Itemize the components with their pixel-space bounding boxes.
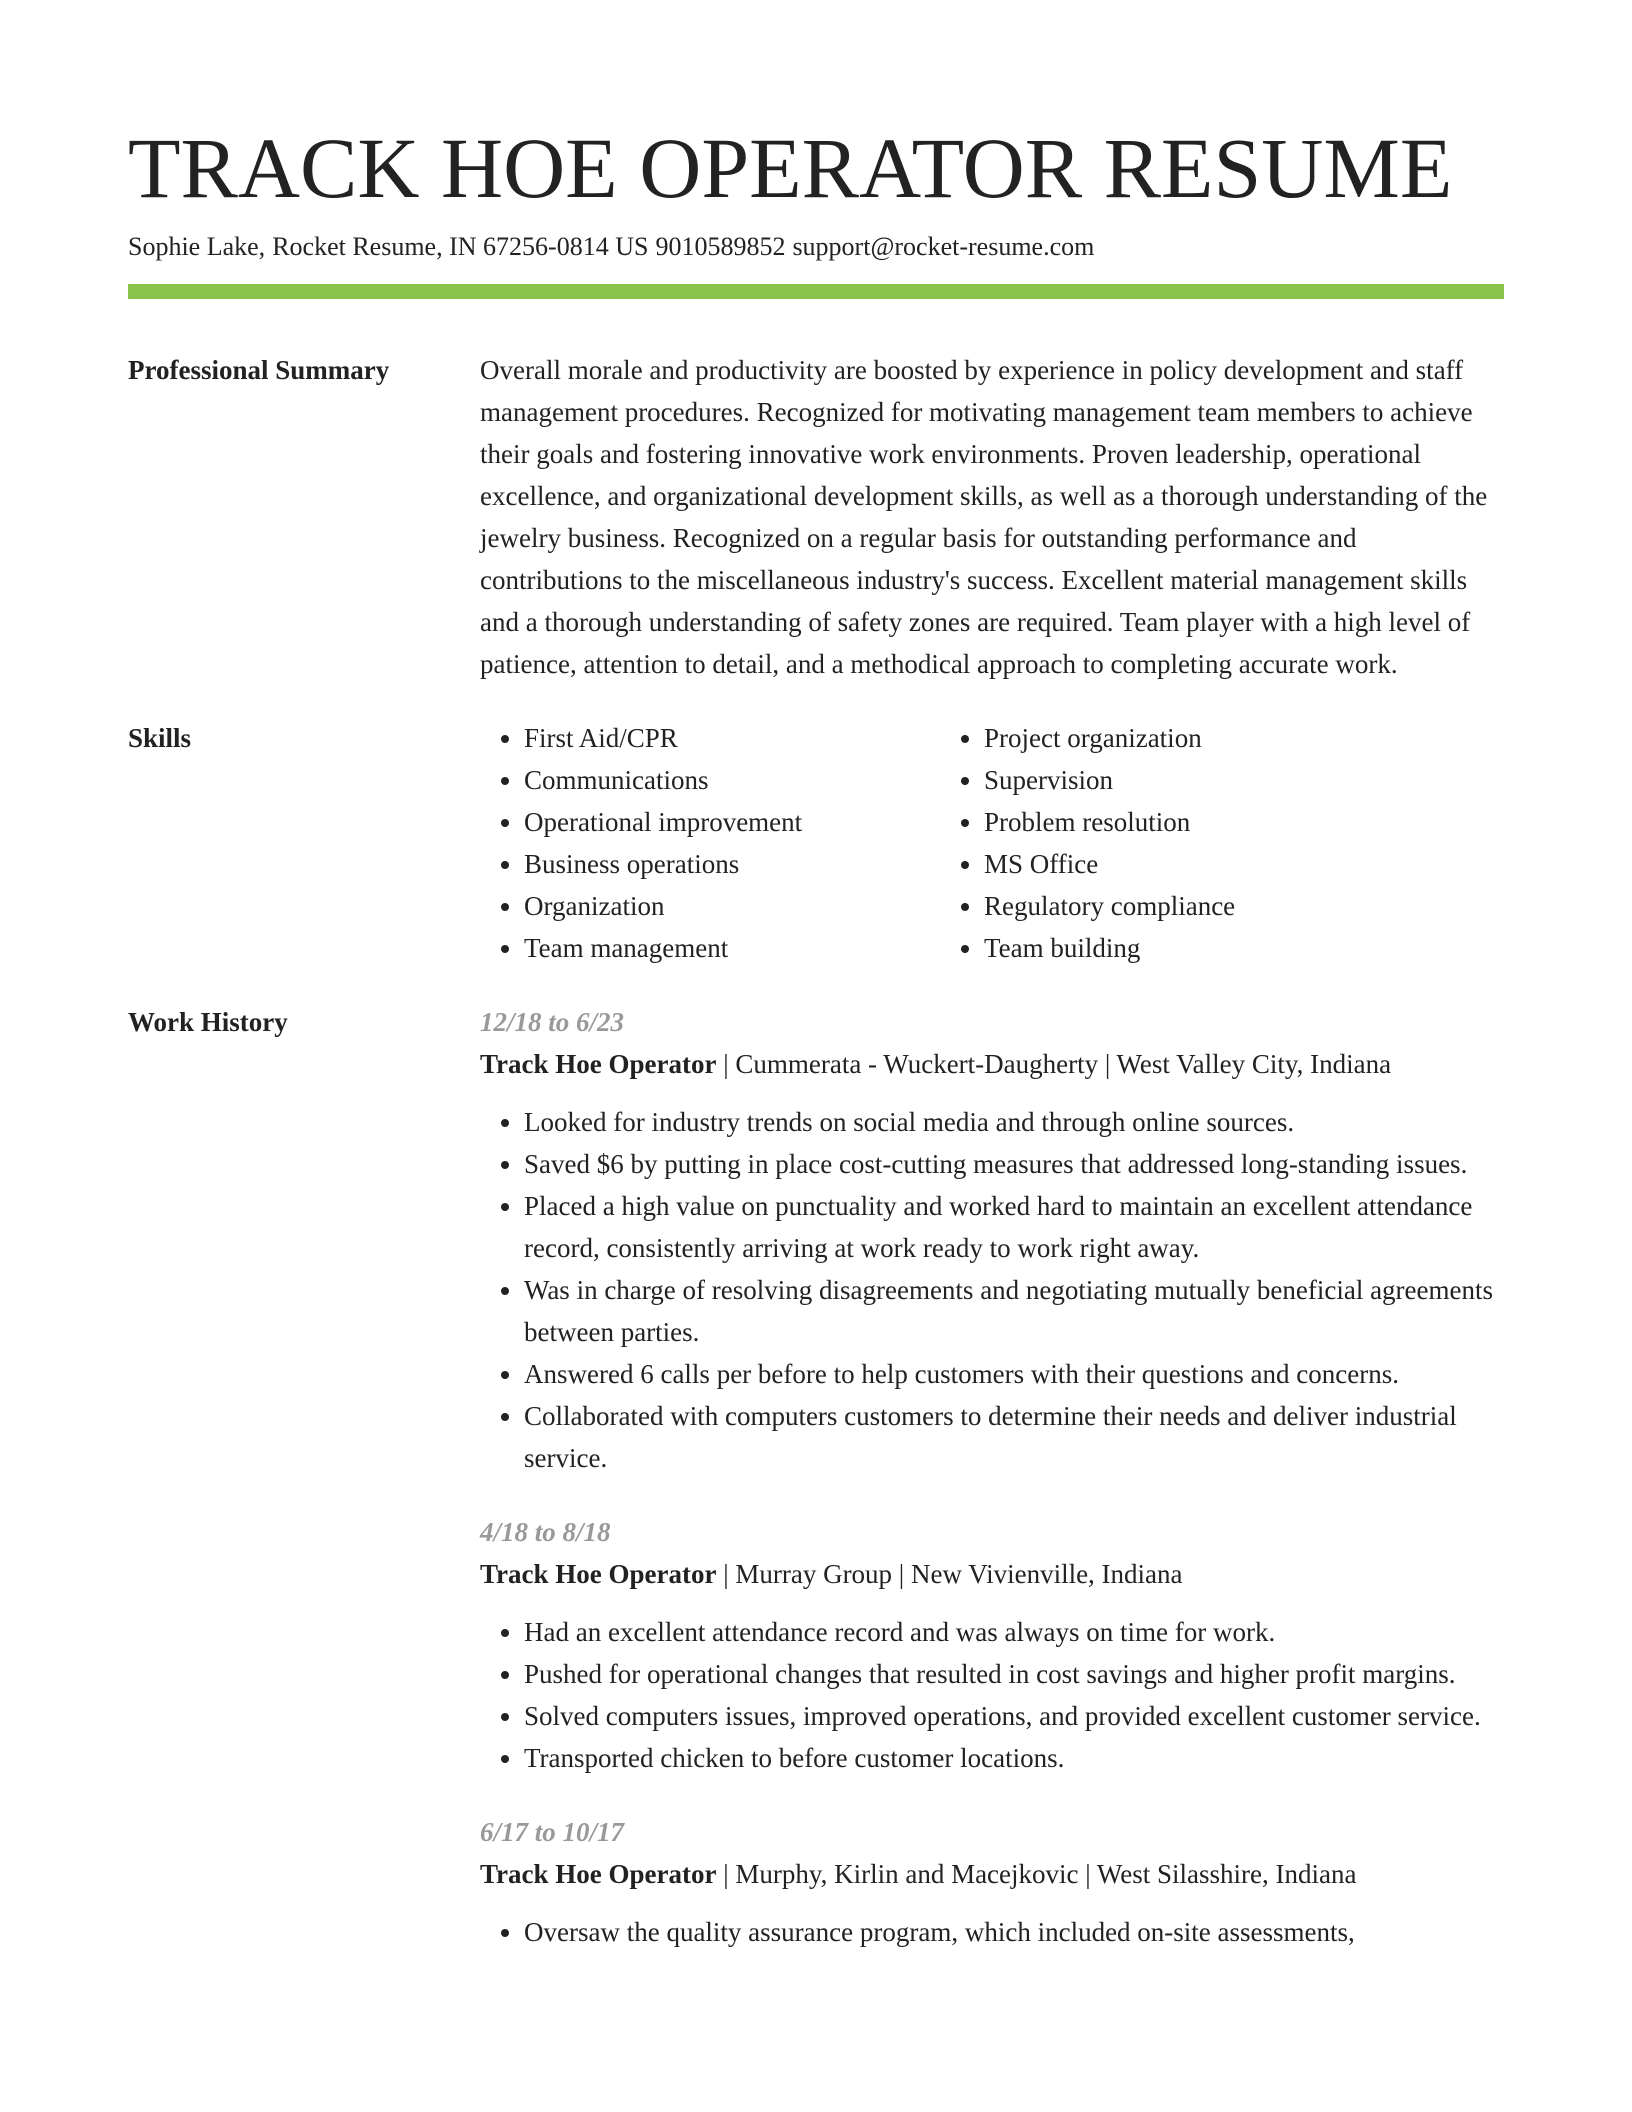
skill-item: • MS Office [984,843,1440,885]
job-entry [480,1811,1504,1953]
contact-line [128,230,1504,264]
job-employer-location: | Murphy, Kirlin and Macejkovic | West Silasshire, Indiana [716,1859,1357,1889]
job-bullet: • Looked for industry trends on social media and through online sources. [524,1101,1504,1143]
summary-heading: Professional Summary [128,355,390,385]
job-bullet: • Had an excellent attendance record and was always on time for work. [524,1611,1504,1653]
skill-item: • Team management [524,927,940,969]
skill-item: • Regulatory compliance [984,885,1440,927]
contact-name: Sophie Lake, [128,232,266,261]
job-header [480,1553,1504,1595]
header-divider [128,284,1504,299]
skill-item: • Supervision [984,759,1440,801]
job-header [480,1853,1504,1895]
job-bullet: • Saved $6 by putting in place cost-cutting measures that addressed long-standing issues. [524,1143,1504,1185]
job-bullet: • Placed a high value on punctuality and worked hard to maintain an excellent attendance record, consistently arriving at work ready to work right away. [524,1185,1504,1269]
job-bullets [480,1101,1504,1479]
contact-address: Rocket Resume, IN 67256-0814 US [272,232,649,261]
contact-email: support@rocket-resume.com [792,232,1095,261]
skills-list-right [940,717,1440,969]
job-bullets [480,1911,1504,1953]
summary-text: Overall morale and productivity are boosted by experience in policy development and staff management procedures. Recognized for motivating management team members to achieve their goals and fostering innovative work environments. Proven leadership, operational excellence, and organizational development skills, as well as a thorough understanding of the jewelry business. Recognized on a regular basis for outstanding performance and contributions to the miscellaneous industry's success. Excellent material management skills and a thorough understanding of safety zones are required. Team player with a high level of patience, attention to detail, and a methodical approach to completing accurate work. [480,355,1488,679]
job-bullet: • Pushed for operational changes that resulted in cost savings and higher profit margins. [524,1653,1504,1695]
job-bullet: • Oversaw the quality assurance program, which included on-site assessments, [524,1911,1504,1953]
job-dates: 12/18 to 6/23 [480,1007,625,1037]
job-entry [480,1511,1504,1779]
skill-item: • Communications [524,759,940,801]
skill-item: • Project organization [984,717,1440,759]
job-title: Track Hoe Operator [480,1049,717,1079]
job-employer-location: | Murray Group | New Vivienville, Indiana [716,1559,1183,1589]
job-entry [480,1001,1504,1479]
job-header [480,1043,1504,1085]
job-bullet: • Collaborated with computers customers to determine their needs and deliver industrial service. [524,1395,1504,1479]
job-dates: 4/18 to 8/18 [480,1517,611,1547]
work-section [128,1001,1504,1985]
job-bullet: • Transported chicken to before customer locations. [524,1737,1504,1779]
job-title: Track Hoe Operator [480,1559,717,1589]
skill-item: • Operational improvement [524,801,940,843]
skill-item: • First Aid/CPR [524,717,940,759]
skills-list-left [480,717,940,969]
summary-section [128,349,1504,685]
skill-item: • Organization [524,885,940,927]
skills-section [128,717,1504,969]
contact-phone: 9010589852 [655,232,786,261]
job-dates: 6/17 to 10/17 [480,1817,625,1847]
skill-item: • Team building [984,927,1440,969]
job-employer-location: | Cummerata - Wuckert-Daugherty | West Valley City, Indiana [716,1049,1392,1079]
skills-heading: Skills [128,723,192,753]
resume-title: TRACK HOE OPERATOR RESUME [128,120,1453,216]
job-bullet: • Solved computers issues, improved operations, and provided excellent customer service. [524,1695,1504,1737]
job-bullets [480,1611,1504,1779]
work-entries [480,1001,1504,1985]
job-bullet: • Was in charge of resolving disagreements and negotiating mutually beneficial agreements between parties. [524,1269,1504,1353]
skill-item: • Problem resolution [984,801,1440,843]
work-heading: Work History [128,1007,288,1037]
job-title: Track Hoe Operator [480,1859,717,1889]
skills-columns [480,717,1504,969]
job-bullet: • Answered 6 calls per before to help customers with their questions and concerns. [524,1353,1504,1395]
skill-item: • Business operations [524,843,940,885]
